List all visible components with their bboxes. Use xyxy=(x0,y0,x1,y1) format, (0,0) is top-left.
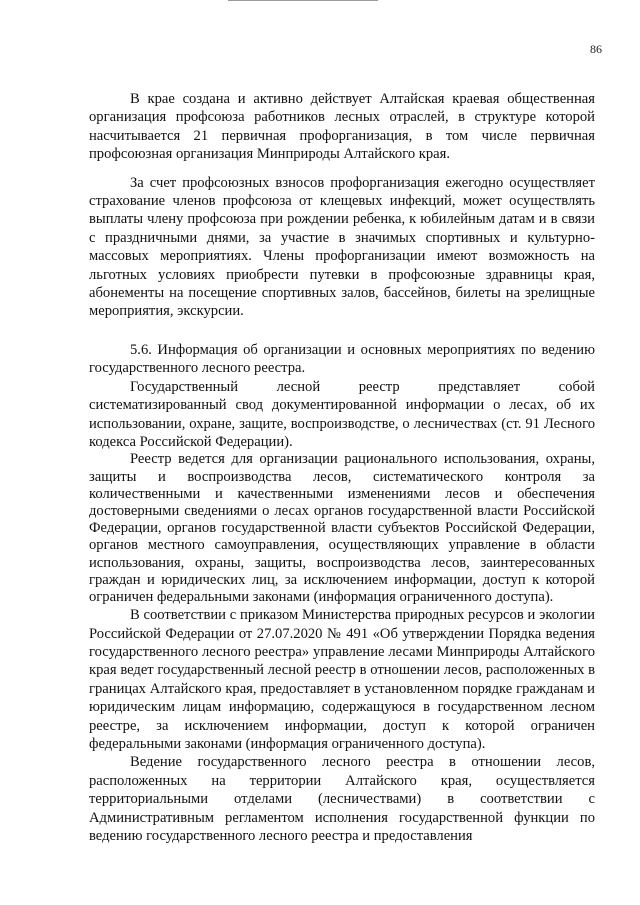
paragraph-union-benefits: За счет профсоюзных взносов профорганизация ежегодно осуществляет страхование членов профсоюза от клещевых инфекций, может осуществлять выплаты члену профсоюза при рождении ребенка, к юбилейным датам и в связи с праздничными днями, за участие в значимых спортивных и культурно-массовых мероприятиях. Члены профорганизации имеют возможность на льготных условиях приобрести путевки в профсоюзные здравницы края, абонементы на посещение спортивных залов, бассейнов, билеты на зрелищные мероприятия, экскурсии. xyxy=(89,174,595,320)
paragraph-trade-union: В крае создана и активно действует Алтайская краевая общественная организация профсоюза работников лесных отраслей, в структуре которой насчитывается 21 первичная профорганизация, в том числе первичная профсоюзная организация Минприроды Алтайского края. xyxy=(89,91,595,163)
paragraph-registry-definition: Государственный лесной реестр представляет собой систематизированный свод документированной информации о лесах, об их использовании, охране, защите, воспроизводстве, о лесничествах (ст. 91 Лесного кодекса Российской Федерации). xyxy=(89,378,595,450)
paragraph-registry-purpose: Реестр ведется для организации рационального использования, охраны, защиты и воспроизводства лесов, систематического контроля за количественными и качественными изменениями лесов и обеспечения достоверными сведениями о лесах органов государственной власти Российской Федерации, органов государственной власти субъектов Российской Федерации, органов местного самоуправления, осуществляющих управление в области использования, охраны, защиты, воспроизводства лесов, заинтересованных граждан и юридических лиц, за исключением информации, доступ к которой ограничен федеральными законами (информация ограниченного доступа). xyxy=(89,451,595,605)
scan-artifact-line xyxy=(228,0,378,1)
document-body xyxy=(89,90,595,845)
paragraph-registry-maintenance: Ведение государственного лесного реестра в отношении лесов, расположенных на территории Алтайского края, осуществляется территориальными отделами (лесничествами) в соответствии с Административным регламентом исполнения государственной функции по ведению государственного лесного реестра и предоставления xyxy=(89,754,595,845)
page-number: 86 xyxy=(590,42,602,56)
paragraph-ministry-order: В соответствии с приказом Министерства природных ресурсов и экологии Российской Федерации от 27.07.2020 № 491 «Об утверждении Порядка ведения государственного лесного реестра» управление лесами Минприроды Алтайского края ведет государственный лесной реестр в отношении лесов, расположенных в границах Алтайского края, предоставляет в установленном порядке гражданам и юридическим лицам информацию, содержащуюся в государственном лесном реестре, за исключением информации, доступ к которой ограничен федеральными законами (информация ограниченного доступа). xyxy=(89,607,595,752)
section-heading-forest-registry: 5.6. Информация об организации и основных мероприятиях по ведению государственного лесного реестра. xyxy=(89,341,595,377)
